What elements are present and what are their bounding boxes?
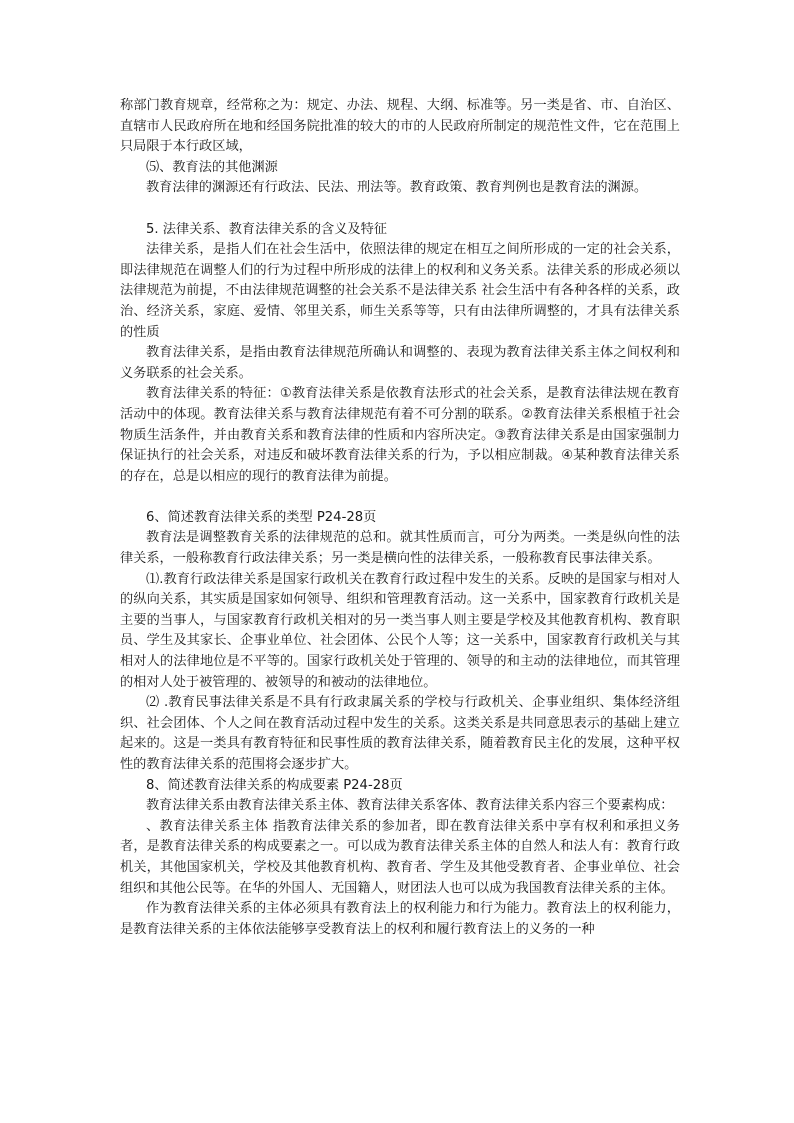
spacer (120, 487, 680, 508)
subheading-other-sources: ⑸、教育法的其他渊源 (146, 159, 278, 175)
paragraph-subject: 、教育法律关系主体 指教育法律关系的参加者，即在教育法律关系中享有权利和承担义务者，是教育法律关系的构成要素之一。可以成为教育法律关系主体的自然人和法人有：教育行政机关，其他国家机关，学校及其他教育机构、教育者、学生及其他受教育者、企事业单位、社会组织和其他公民等。在华的外国人、无国籍人，财团法人也可以成为我国教育法律关系的主体。 (120, 818, 680, 896)
paragraph-legal-relation: 法律关系，是指人们在社会生活中，依照法律的规定在相互之间所形成的一定的社会关系，即法律规范在调整人们的行为过程中所形成的法律上的权利和义务关系。法律关系的形成必须以法律规范为前提，不由法律规范调整的社会关系不是法律关系 社会生活中有各种各样的关系，政治、经济关系，家庭、爱情、邻里关系，师生关系等等，只有由法律所调整的，才具有法律关系的性质 (120, 242, 680, 340)
paragraph-administrative-relation: ⑴.教育行政法律关系是国家行政机关在教育行政过程中发生的关系。反映的是国家与相对人的纵向关系，其实质是国家如何领导、组织和管理教育活动。这一关系中，国家教育行政机关是主要的当事人，与国家教育行政机关相对的另一类当事人则主要是学校及其他教育机构、教育职员、学生及其家长、企事业单位、社会团体、公民个人等；这一关系中，国家教育行政机关与其相对人的法律地位是不平等的。国家行政机关处于管理的、领导的和主动的法律地位，而其管理的相对人处于被管理的、被领导的和被动的法律地位。 (120, 571, 680, 690)
paragraph-regulations: 称部门教育规章，经常称之为：规定、办法、规程、大纲、标准等。另一类是省、市、自治区、直辖市人民政府所在地和经国务院批准的较大的市的人民政府所制定的规范性文件，它在范围上只局限于本行政区域， (120, 98, 680, 155)
paragraph-education-legal-relation: 教育法律关系，是指由教育法律规范所确认和调整的、表现为教育法律关系主体之间权利和义务联系的社会关系。 (120, 345, 680, 381)
paragraph-types-intro: 教育法是调整教育关系的法律规范的总和。就其性质而言，可分为两类。一类是纵向性的法律关系，一般称教育行政法律关系；另一类是横向性的法律关系，一般称教育民事法律关系。 (120, 530, 680, 567)
paragraph-elements-intro: 教育法律关系由教育法律关系主体、教育法律关系客体、教育法律关系内容三个要素构成： (146, 798, 674, 814)
section-heading-8: 8、简述教育法律关系的构成要素 P24-28页 (146, 777, 403, 793)
paragraph-features: 教育法律关系的特征：①教育法律关系是依教育法形式的社会关系，是教育法律法规在教育活动中的体现。教育法律关系与教育法律规范有着不可分割的联系。②教育法律关系根植于社会物质生活条件，并由教育关系和教育法律的性质和内容所决定。③教育法律关系是由国家强制力保证执行的社会关系，对违反和破坏教育法律关系的行为，予以相应制裁。④某种教育法律关系的存在，总是以相应的现行的教育法律为前提。 (120, 386, 680, 484)
paragraph-civil-relation: ⑵ .教育民事法律关系是不具有行政隶属关系的学校与行政机关、企事业组织、集体经济组织、社会团体、个人之间在教育活动过程中发生的关系。这类关系是共同意思表示的基础上建立起来的。这是一类具有教育特征和民事性质的教育法律关系，随着教育民主化的发展，这种平权性的教育法律关系的范围将会逐步扩大。 (120, 695, 680, 772)
paragraph-capacity: 作为教育法律关系的主体必须具有教育法上的权利能力和行为能力。教育法上的权利能力，是教育法律关系的主体依法能够享受教育法上的权利和履行教育法上的义务的一种 (120, 901, 680, 937)
section-heading-6: 6、简述教育法律关系的类型 P24-28页 (146, 509, 377, 525)
paragraph-other-sources: 教育法律的渊源还有行政法、民法、刑法等。教育政策、教育判例也是教育法的渊源。 (146, 180, 648, 196)
document-page (120, 96, 680, 940)
spacer (120, 199, 680, 220)
section-heading-5: 5. 法律关系、教育法律关系的含义及特征 (146, 221, 387, 237)
